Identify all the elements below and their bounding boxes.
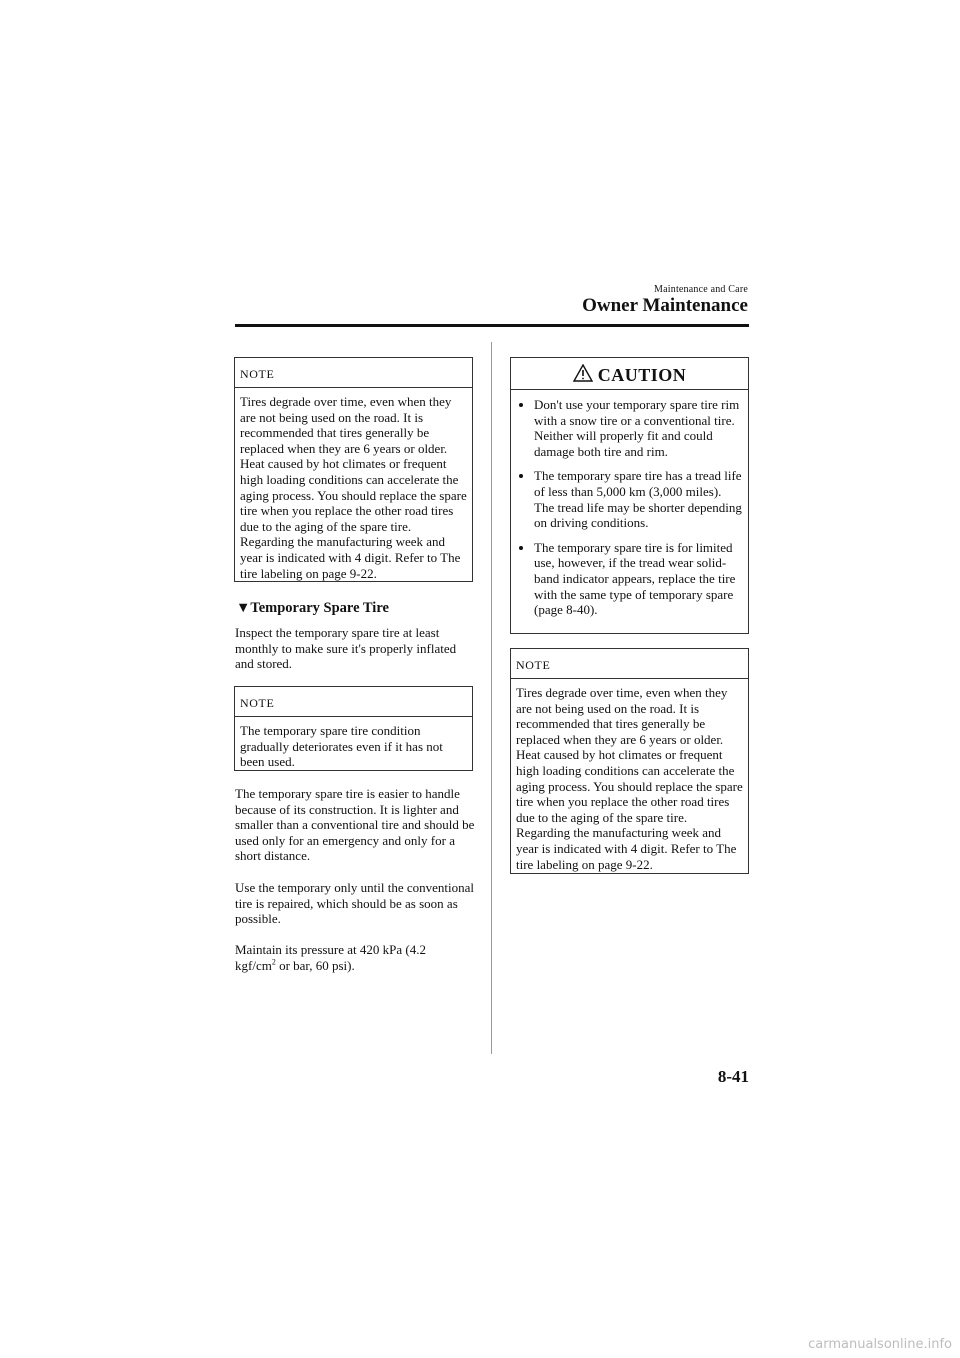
triangle-marker-icon: ▼	[236, 600, 251, 616]
header-rule	[235, 324, 749, 327]
pressure-text: Maintain its pressure at 420 kPa (4.2 kgf/cm	[235, 942, 426, 973]
bullet-icon	[519, 403, 523, 407]
note-text: Tires degrade over time, even when they are not being used on the road. It is recommended that tires generally be replaced when they are 6 years or older. Heat caused by hot climates or frequent high loading conditions can accelerate the aging process. You should replace the spare tire when you replace the other road tires due to the aging of the spare tire. Regarding the manufacturing week and year is indicated with 4 digit. Refer to The tire labeling on page 9-22.	[516, 685, 743, 872]
paragraph: Inspect the temporary spare tire at least monthly to make sure it's properly inflated and stored.	[235, 625, 457, 672]
bullet-icon	[519, 474, 523, 478]
note-text: Tires degrade over time, even when they are not being used on the road. It is recommended that tires generally be replaced when they are 6 years or older. Heat caused by hot climates or frequent high loading conditions can accelerate the aging process. You should replace the spare tire when you replace the other road tires due to the aging of the spare tire. Regarding the manufacturing week and year is indicated with 4 digit. Refer to The tire labeling on page 9-22.	[240, 394, 467, 581]
caution-item-text: Don't use your temporary spare tire rim with a snow tire or a conventional tire. Neither will properly fit and could damage both tire and rim.	[534, 397, 740, 459]
caution-header	[511, 358, 748, 390]
section-label: Maintenance and Care	[654, 284, 748, 295]
caution-box	[510, 357, 749, 634]
list-item	[517, 540, 744, 618]
caution-title: CAUTION	[597, 365, 687, 385]
paragraph: Use the temporary only until the conventional tire is repaired, which should be as soon as possible.	[235, 880, 474, 927]
pressure-text-end: or bar, 60 psi).	[275, 957, 355, 973]
caution-item-text: The temporary spare tire has a tread life of less than 5,000 km (3,000 miles). The tread life may be shorter depending on driving conditions.	[534, 468, 742, 531]
list-item	[517, 468, 744, 530]
bullet-icon	[519, 546, 523, 550]
watermark: carmanualsonline.info	[808, 1337, 952, 1352]
note-box	[234, 357, 473, 582]
paragraph	[235, 942, 435, 973]
superscript: 2	[271, 957, 276, 967]
column-divider	[491, 342, 492, 1054]
subheading	[236, 600, 389, 617]
subheading-text: Temporary Spare Tire	[250, 600, 389, 616]
list-item	[517, 397, 744, 459]
page-title: Owner Maintenance	[582, 295, 748, 316]
note-box	[234, 686, 473, 771]
caution-item-text: The temporary spare tire is for limited use, however, if the tread wear solid-band indicator appears, replace the tire with the same type of temporary spare (page 8-40).	[534, 539, 736, 618]
page-number: 8-41	[717, 1067, 749, 1086]
paragraph: The temporary spare tire is easier to handle because of its construction. It is lighter and smaller than a conventional tire and should be used only for an emergency and only for a short distance.	[235, 786, 475, 864]
warning-triangle-icon	[573, 365, 593, 385]
note-text: The temporary spare tire condition gradually deteriorates even if it has not been used.	[240, 723, 443, 770]
note-label: NOTE	[511, 649, 748, 679]
note-label: NOTE	[235, 358, 472, 388]
caution-list	[511, 390, 748, 624]
note-box	[510, 648, 749, 874]
note-label: NOTE	[235, 687, 472, 717]
